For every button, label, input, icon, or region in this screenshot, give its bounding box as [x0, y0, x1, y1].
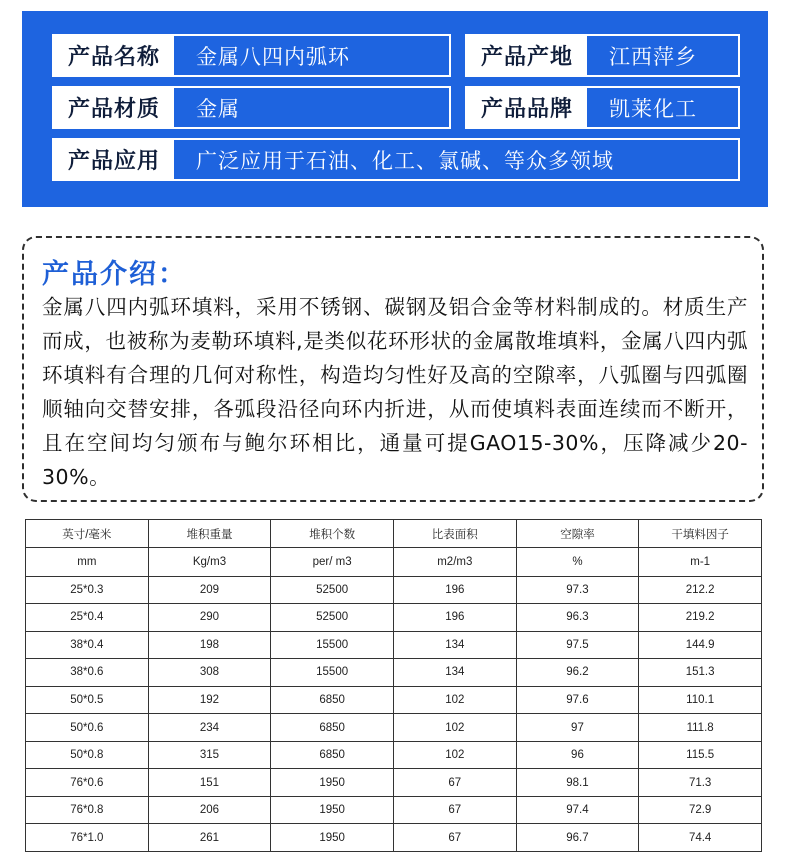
table-cell: 96: [516, 741, 639, 769]
table-cell: 50*0.6: [26, 714, 149, 742]
table-row: [26, 604, 762, 632]
table-header-row: [26, 520, 762, 548]
table-cell: 151: [148, 769, 271, 797]
spec-application-label: 产品应用: [54, 140, 174, 179]
table-cell: 102: [393, 741, 516, 769]
spec-origin-label: 产品产地: [467, 36, 587, 75]
spec-material-label: 产品材质: [54, 88, 174, 127]
spec-origin: [465, 34, 740, 77]
table-row: [26, 769, 762, 797]
table-cell: 110.1: [639, 686, 762, 714]
table-cell: 76*0.6: [26, 769, 149, 797]
table-cell: 96.7: [516, 824, 639, 852]
table-cell: 206: [148, 796, 271, 824]
table-cell: 空隙率: [516, 520, 639, 548]
table-cell: 96.3: [516, 604, 639, 632]
table-cell: 15500: [271, 631, 394, 659]
spec-name-label: 产品名称: [54, 36, 174, 75]
table-row: [26, 741, 762, 769]
table-row: [26, 714, 762, 742]
spec-brand-label: 产品品牌: [467, 88, 587, 127]
table-cell: 261: [148, 824, 271, 852]
table-cell: 74.4: [639, 824, 762, 852]
table-cell: 6850: [271, 741, 394, 769]
intro-text: 金属八四内弧环填料，采用不锈钢、碳钢及铝合金等材料制成的。材质生产而成，也被称为麦勒环填料,是类似花环形状的金属散堆填料，金属八四内弧环填料有合理的几何对称性，构造均匀性好及高的空隙率，八弧圈与四弧圈顺轴向交替安排，各弧段沿径向环内折进，从而使填料表面连续而不断开，且在空间均匀颁布与鲍尔环相比，通量可提GAO15-30%，压降减少20-30%。: [42, 295, 748, 489]
table-cell: 67: [393, 796, 516, 824]
table-cell: 72.9: [639, 796, 762, 824]
spec-brand: [465, 86, 740, 129]
table-cell: 1950: [271, 796, 394, 824]
table-cell: 英寸/毫米: [26, 520, 149, 548]
spec-row-2: [52, 86, 740, 129]
table-cell: 1950: [271, 769, 394, 797]
table-cell: 6850: [271, 714, 394, 742]
table-row: [26, 659, 762, 687]
spec-row-3: [52, 138, 740, 181]
table-cell: 192: [148, 686, 271, 714]
table-cell: 212.2: [639, 576, 762, 604]
table-cell: 52500: [271, 604, 394, 632]
table-cell: 196: [393, 576, 516, 604]
table-cell: 38*0.6: [26, 659, 149, 687]
table-row: [26, 631, 762, 659]
table-units-row: [26, 548, 762, 576]
table-cell: m-1: [639, 548, 762, 576]
table-cell: 102: [393, 686, 516, 714]
table-cell: Kg/m3: [148, 548, 271, 576]
table-cell: 98.1: [516, 769, 639, 797]
table-cell: 96.2: [516, 659, 639, 687]
table-cell: 97: [516, 714, 639, 742]
table-cell: 97.4: [516, 796, 639, 824]
table-cell: 115.5: [639, 741, 762, 769]
table-cell: 67: [393, 769, 516, 797]
spec-application-value: 广泛应用于石油、化工、氯碱、等众多领域: [196, 148, 614, 173]
table-cell: 干填料因子: [639, 520, 762, 548]
table-cell: 25*0.3: [26, 576, 149, 604]
table-cell: 111.8: [639, 714, 762, 742]
intro-box: [22, 236, 764, 502]
table-cell: 76*1.0: [26, 824, 149, 852]
table-cell: 97.6: [516, 686, 639, 714]
table-cell: 198: [148, 631, 271, 659]
spec-row-1: [52, 34, 740, 77]
table-cell: %: [516, 548, 639, 576]
table-cell: 97.3: [516, 576, 639, 604]
table-cell: 25*0.4: [26, 604, 149, 632]
table-cell: mm: [26, 548, 149, 576]
spec-table: [25, 519, 762, 852]
spec-table-body: [26, 520, 762, 852]
table-cell: 134: [393, 659, 516, 687]
table-cell: m2/m3: [393, 548, 516, 576]
spec-brand-value: 凯莱化工: [609, 96, 697, 121]
table-row: [26, 796, 762, 824]
table-row: [26, 824, 762, 852]
table-cell: 102: [393, 714, 516, 742]
spec-name-value: 金属八四内弧环: [196, 44, 350, 69]
table-cell: 堆积重量: [148, 520, 271, 548]
table-cell: 290: [148, 604, 271, 632]
table-cell: 144.9: [639, 631, 762, 659]
table-cell: per/ m3: [271, 548, 394, 576]
table-row: [26, 686, 762, 714]
table-cell: 234: [148, 714, 271, 742]
intro-title: 产品介绍：: [42, 259, 187, 290]
table-cell: 151.3: [639, 659, 762, 687]
table-cell: 堆积个数: [271, 520, 394, 548]
table-cell: 6850: [271, 686, 394, 714]
spec-material-value: 金属: [196, 96, 240, 121]
table-row: [26, 576, 762, 604]
table-cell: 134: [393, 631, 516, 659]
table-cell: 308: [148, 659, 271, 687]
spec-name: [52, 34, 451, 77]
table-cell: 比表面积: [393, 520, 516, 548]
table-cell: 219.2: [639, 604, 762, 632]
table-cell: 315: [148, 741, 271, 769]
table-cell: 76*0.8: [26, 796, 149, 824]
table-cell: 209: [148, 576, 271, 604]
table-cell: 52500: [271, 576, 394, 604]
table-cell: 67: [393, 824, 516, 852]
spec-material: [52, 86, 451, 129]
table-cell: 38*0.4: [26, 631, 149, 659]
table-cell: 71.3: [639, 769, 762, 797]
table-cell: 15500: [271, 659, 394, 687]
table-cell: 1950: [271, 824, 394, 852]
table-cell: 97.5: [516, 631, 639, 659]
table-cell: 50*0.8: [26, 741, 149, 769]
table-cell: 196: [393, 604, 516, 632]
spec-application: [52, 138, 740, 181]
spec-banner: [22, 11, 768, 207]
spec-origin-value: 江西萍乡: [609, 44, 697, 69]
table-cell: 50*0.5: [26, 686, 149, 714]
